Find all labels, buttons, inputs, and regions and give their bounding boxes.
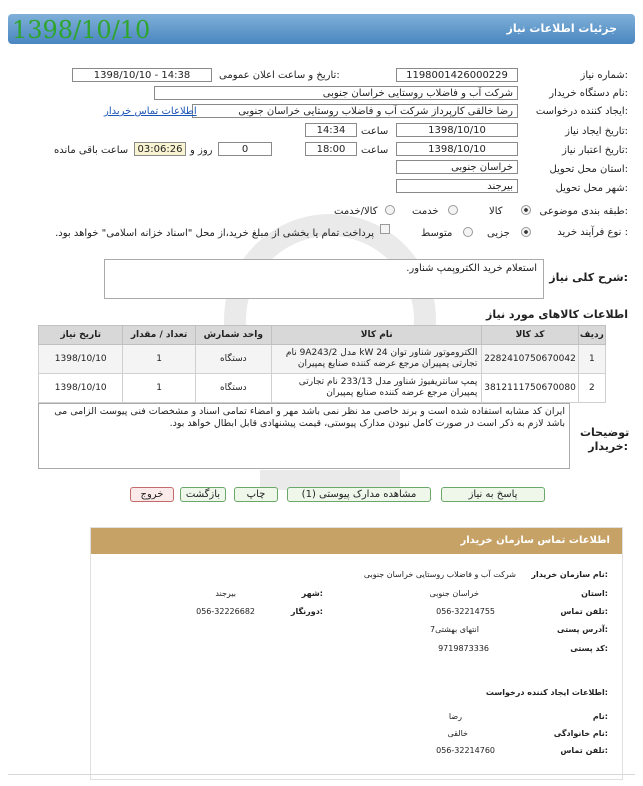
category-radio-both[interactable] (385, 205, 395, 215)
table-row[interactable] (39, 374, 606, 403)
cell-row: 1 (578, 345, 605, 374)
family-value-card: خالقی (447, 729, 468, 738)
fax-value-card: 056-32226682 (196, 607, 255, 616)
phone-value-card: 056-32214755 (436, 607, 495, 616)
days-field[interactable]: 0 (218, 142, 272, 156)
category-radio-goods[interactable] (521, 205, 531, 215)
province-label-card: استان: (581, 589, 608, 598)
province-field[interactable]: خراسان جنوبی (396, 160, 518, 174)
cell-qty: 1 (123, 374, 195, 403)
category-label: طبقه بندی موضوعی: (539, 206, 628, 217)
cell-code: 3812111750670080 (482, 374, 578, 403)
contact-card-header (91, 528, 622, 554)
back-button[interactable]: بازگشت (180, 487, 226, 502)
buyer-notes-textarea[interactable] (38, 403, 570, 469)
date-overlay: 1398/10/10 (12, 16, 151, 44)
category-option-goods: کالا (489, 206, 503, 217)
province-label: استان محل تحویل: (549, 164, 628, 175)
name-value-card: رضا (448, 712, 462, 721)
contact-card-title: اطلاعات تماس سازمان خریدار (460, 535, 610, 546)
validity-date-field[interactable]: 1398/10/10 (396, 142, 518, 156)
process-label: نوع فرآیند خرید : (557, 227, 628, 238)
address-label-card: آدرس پستی: (557, 625, 608, 634)
org-value: شرکت آب و فاضلاب روستایی خراسان جنوبی (363, 570, 516, 579)
city-label: شهر محل تحویل: (555, 183, 628, 194)
postal-label-card: کد پستی: (570, 644, 608, 653)
col-row: ردیف (578, 326, 605, 345)
days-label: روز و (190, 145, 213, 156)
exit-button[interactable]: خروج (130, 487, 174, 502)
col-unit: واحد شمارش (195, 326, 271, 345)
cell-date: 1398/10/10 (39, 345, 123, 374)
org-label: نام سازمان خریدار: (531, 570, 608, 579)
contact-card (90, 527, 623, 780)
print-button[interactable]: چاپ (234, 487, 278, 502)
buyer-notes-text: ایران کد مشابه استفاده شده است و برند خاصی مد نظر نمی باشد مهر و امضاء تمامی اسناد و مشخصات فنی پیوست الزامی می باشد لازم به ذکر است در صورت کامل نبودن مدارک پیوستی، قیمت پیشنهادی قابل ابطال خواهد بود. (54, 406, 565, 429)
process-radio-minor[interactable] (521, 227, 531, 237)
cell-code: 2282410750670042 (482, 345, 578, 374)
cell-row: 2 (578, 374, 605, 403)
summary-text: استعلام خرید الکتروپمپ شناور. (406, 263, 537, 274)
need-number-label: شماره نیاز: (580, 70, 628, 81)
bottom-divider (8, 774, 635, 775)
announce-label: تاریخ و ساعت اعلان عمومی: (219, 70, 340, 81)
announce-field[interactable]: 1398/10/10 - 14:38 (72, 68, 212, 82)
buyer-org-field[interactable]: شرکت آب و فاضلاب روستایی خراسان جنوبی (154, 86, 518, 100)
create-time-field[interactable]: 14:34 (305, 123, 357, 137)
validity-label: تاریخ اعتبار نیاز: (562, 145, 628, 156)
buyer-notes-label: توضیحات خریدار: (580, 426, 630, 453)
name-label-card: نام: (592, 712, 608, 721)
cell-name: الکتروموتور شناور توان kW 24 مدل 9A243/2 نام تجارتی پمپیران مرجع عرضه کننده صنایع پمپیران (271, 345, 482, 374)
validity-time-label: ساعت (361, 145, 389, 156)
col-qty: تعداد / مقدار (123, 326, 195, 345)
city-value-card: بیرجند (215, 589, 236, 598)
buyer-contact-link[interactable]: اطلاعات تماس خریدار (104, 106, 197, 117)
cell-unit: دستگاه (195, 374, 271, 403)
remaining-label: ساعت باقی مانده (54, 145, 129, 156)
create-date-label: تاریخ ایجاد نیاز: (565, 126, 628, 137)
treasury-checkbox[interactable] (380, 224, 390, 234)
requester-field[interactable]: رضا خالقی کارپرداز شرکت آب و فاضلاب روستایی خراسان جنوبی (192, 104, 518, 118)
creator-phone-label: تلفن تماس: (560, 746, 608, 755)
process-option-minor: جزیی (487, 228, 510, 239)
create-time-label: ساعت (361, 126, 389, 137)
summary-textarea[interactable] (104, 259, 544, 299)
city-label-card: شهر: (301, 589, 323, 598)
phone-label-card: تلفن تماس: (560, 607, 608, 616)
remaining-time-field[interactable]: 03:06:26 (134, 142, 186, 156)
col-date: تاریخ نیاز (39, 326, 123, 345)
category-option-service: خدمت (412, 206, 439, 217)
category-radio-service[interactable] (448, 205, 458, 215)
process-radio-medium[interactable] (463, 227, 473, 237)
process-option-medium: متوسط (421, 228, 453, 239)
postal-value-card: 9719873336 (438, 644, 489, 653)
need-number-field[interactable]: 1198001426000229 (396, 68, 518, 82)
category-option-both: کالا/خدمت (334, 206, 378, 217)
summary-label: شرح کلی نیاز: (549, 271, 628, 284)
cell-unit: دستگاه (195, 345, 271, 374)
province-value-card: خراسان جنوبی (429, 589, 479, 598)
table-row[interactable] (39, 345, 606, 374)
buyer-org-label: نام دستگاه خریدار: (549, 88, 628, 99)
items-section-title: اطلاعات کالاهای مورد نیاز (486, 308, 628, 321)
attachments-button[interactable]: مشاهده مدارک پیوستی (1) (287, 487, 431, 502)
col-code: کد کالا (482, 326, 578, 345)
reply-button[interactable]: پاسخ به نیاز (441, 487, 545, 502)
col-name: نام کالا (271, 326, 482, 345)
cell-name: پمپ سانتریفیوژ شناور مدل 233/13 نام تجارتی پمپیران مرجع عرضه کننده صنایع پمپیران (271, 374, 482, 403)
family-label-card: نام خانوادگی: (553, 729, 608, 738)
cell-date: 1398/10/10 (39, 374, 123, 403)
payment-note: پرداخت تمام یا بخشی از مبلغ خرید،از محل "اسناد خزانه اسلامی" خواهد بود. (55, 228, 374, 239)
page-title: جزئیات اطلاعات نیاز (506, 22, 617, 35)
city-field[interactable]: بیرجند (396, 179, 518, 193)
creator-phone-value: 056-32214760 (436, 746, 495, 755)
validity-time-field[interactable]: 18:00 (305, 142, 357, 156)
cell-qty: 1 (123, 345, 195, 374)
create-date-field[interactable]: 1398/10/10 (396, 123, 518, 137)
creator-section-title: اطلاعات ایجاد کننده درخواست: (485, 688, 608, 697)
items-table (38, 325, 606, 403)
fax-label-card: دورنگار: (290, 607, 323, 616)
requester-label: ایجاد کننده درخواست: (535, 106, 628, 117)
address-value-card: انتهای بهشتی7 (429, 625, 479, 634)
items-header-row (39, 326, 606, 345)
